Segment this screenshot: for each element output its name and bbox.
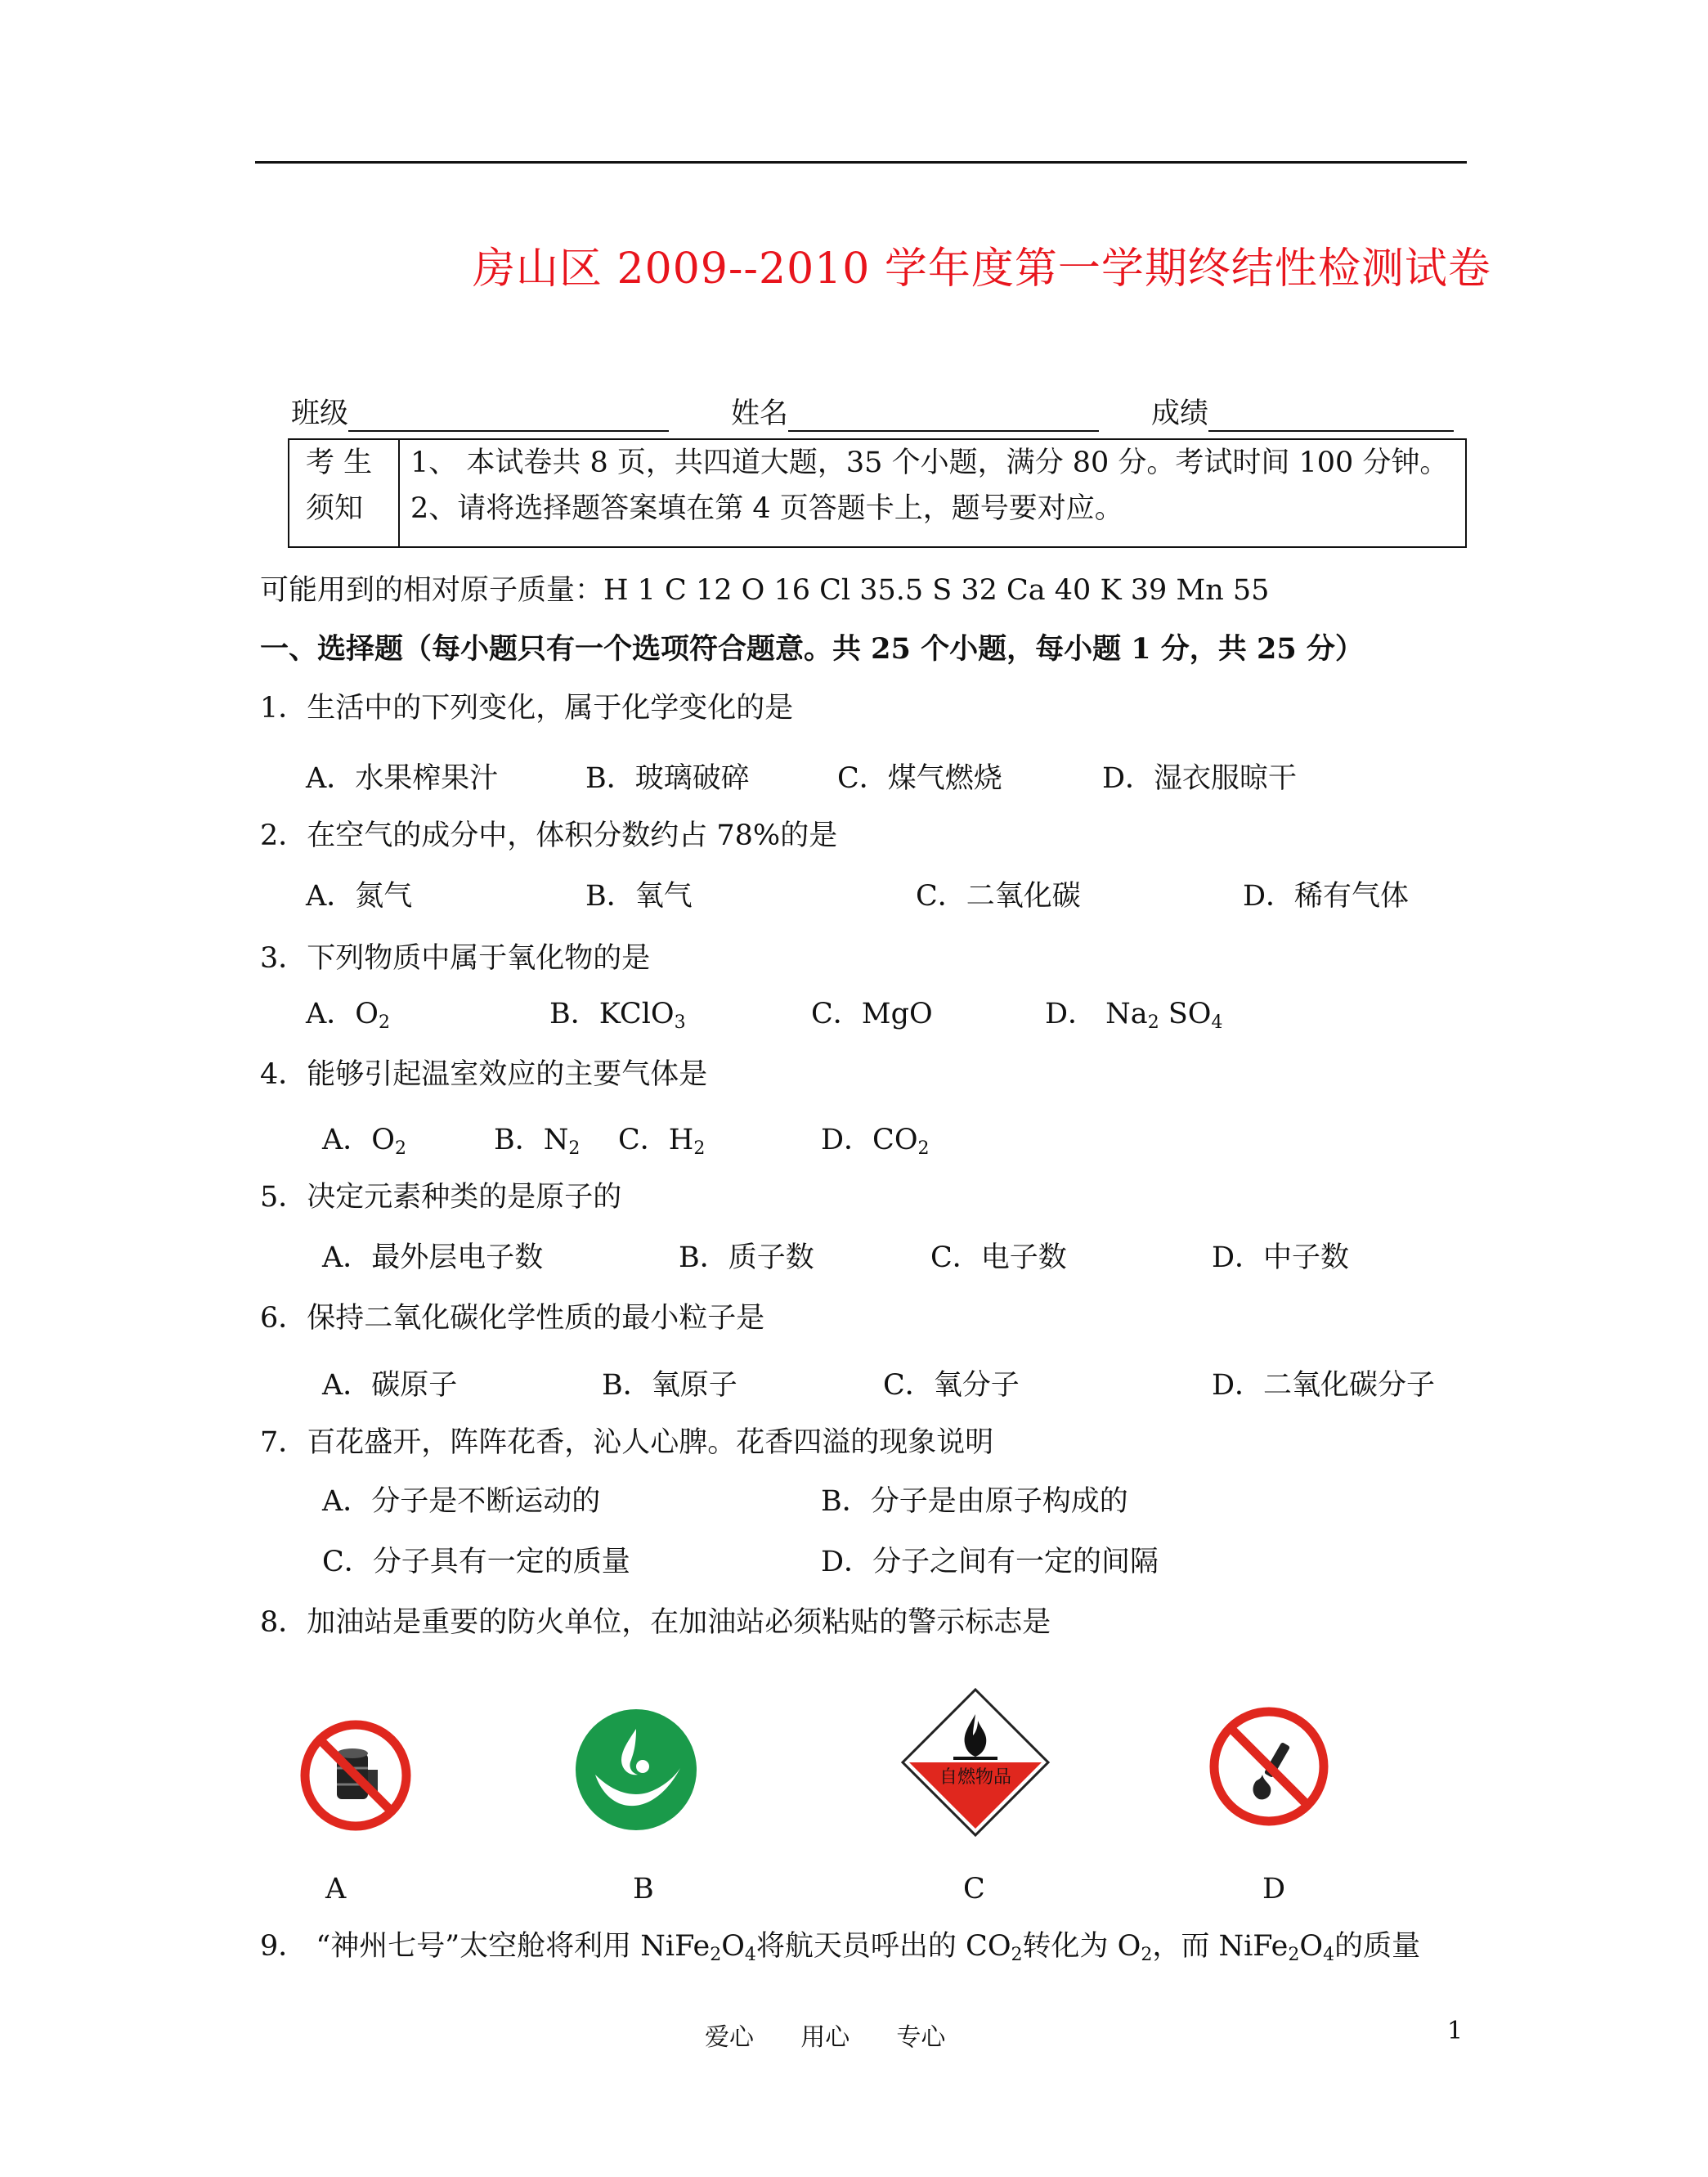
sign-label-b: B [633, 1873, 654, 1905]
q7-option-c: C．分子具有一定的质量 [322, 1546, 630, 1578]
q2-stem: 2．在空气的成分中，体积分数约占 78%的是 [260, 819, 838, 852]
q1-stem: 1．生活中的下列变化，属于化学变化的是 [260, 692, 794, 725]
q1-option-c: C．煤气燃烧 [837, 762, 1002, 795]
notice-item-1: 1、 本试卷共 8 页，共四道大题，35 个小题，满分 80 分。考试时间 100 分钟。 [410, 447, 1449, 479]
class-field [291, 396, 669, 432]
q6-option-a: A．碳原子 [322, 1369, 458, 1402]
q5-option-a: A．最外层电子数 [322, 1241, 544, 1274]
spontaneous-combustion-sign-icon [899, 1686, 1051, 1838]
q8-stem: 8．加油站是重要的防火单位，在加油站必须粘贴的警示标志是 [260, 1606, 1051, 1639]
section-heading: 一、选择题（每小题只有一个选项符合题意。共 25 个小题，每小题 1 分，共 25 分） [260, 632, 1364, 666]
sign-label-c: C [963, 1873, 985, 1905]
name-field [731, 396, 1099, 432]
q6-option-c: C．氧分子 [883, 1369, 1020, 1402]
sign-label-a: A [325, 1873, 347, 1905]
notice-divider [398, 440, 400, 546]
score-label: 成绩 [1151, 397, 1209, 430]
q5-option-c: C．电子数 [930, 1241, 1067, 1274]
q6-option-d: D．二氧化碳分子 [1212, 1369, 1436, 1402]
q6-option-b: B．氧原子 [602, 1369, 737, 1402]
q2-option-c: C．二氧化碳 [916, 880, 1081, 913]
name-label: 姓名 [731, 397, 789, 430]
q9-stem: 9． “神州七号”太空舱将利用 $NiFe_2O_4$将航天员呼出的 $CO_2$转化为 $O_2$，而 $NiFe_2O_4$的质量 [260, 1930, 1421, 1965]
atomic-masses: 可能用到的相对原子质量：H 1 C 12 O 16 Cl 35.5 S 32 Ca 40 K 39 Mn 55 [260, 574, 1270, 607]
q7-option-b: B．分子是由原子构成的 [821, 1485, 1128, 1518]
score-blank [1208, 402, 1454, 432]
q7-option-d: D．分子之间有一定的间隔 [821, 1546, 1159, 1578]
q6-stem: 6．保持二氧化碳化学性质的最小粒子是 [260, 1302, 765, 1335]
notice-item-2: 2、请将选择题答案填在第 4 页答题卡上，题号要对应。 [410, 492, 1123, 525]
water-saving-sign-icon [572, 1706, 700, 1834]
page-number: 1 [1447, 2017, 1464, 2045]
sign-c-text: 自燃物品 [939, 1767, 1012, 1788]
score-field [1151, 396, 1454, 432]
q5-stem: 5．决定元素种类的是原子的 [260, 1181, 622, 1214]
notice-label-line1: 考 生 [306, 447, 373, 479]
notice-label-line2: 须知 [306, 492, 364, 525]
q7-option-a: A．分子是不断运动的 [322, 1485, 601, 1518]
q3-option-b: B．KClO$_3$ [549, 998, 686, 1033]
q3-option-a: A．$O_2$ [306, 998, 390, 1033]
q4-option-a: A．$O_2$ [322, 1124, 406, 1159]
q1-option-d: D．湿衣服晾干 [1102, 762, 1298, 795]
q2-option-a: A．氮气 [306, 880, 413, 913]
q4-option-d: D．$CO_2$ [821, 1124, 930, 1159]
q5-option-b: B．质子数 [679, 1241, 814, 1274]
footer-motto: 爱心 用心 专心 [705, 2023, 946, 2052]
header-rule [255, 161, 1467, 164]
q7-stem: 7．百花盛开，阵阵花香，沁人心脾。花香四溢的现象说明 [260, 1426, 994, 1459]
q3-option-c: C．MgO [811, 998, 933, 1030]
q4-stem: 4．能够引起温室效应的主要气体是 [260, 1058, 708, 1091]
q4-option-b: B．$N_2$ [494, 1124, 581, 1159]
q4-option-c: C．$H_2$ [618, 1124, 706, 1159]
q2-option-d: D．稀有气体 [1243, 880, 1410, 913]
no-oil-drum-sign-icon [299, 1719, 412, 1832]
exam-notice-box [288, 438, 1467, 548]
sign-label-d: D [1262, 1873, 1286, 1905]
q3-stem: 3．下列物质中属于氧化物的是 [260, 942, 651, 975]
page-title: 房山区 2009--2010 学年度第一学期终结性检测试卷 [473, 245, 1491, 294]
q2-option-b: B．氧气 [585, 880, 693, 913]
q3-option-d: D． $Na_2$ $SO_4$ [1045, 998, 1223, 1033]
no-open-flame-sign-icon [1208, 1706, 1329, 1827]
class-blank [348, 402, 669, 432]
name-blank [788, 402, 1099, 432]
q1-option-a: A．水果榨果汁 [306, 762, 499, 795]
q5-option-d: D．中子数 [1212, 1241, 1350, 1274]
class-label: 班级 [291, 397, 349, 430]
q1-option-b: B．玻璃破碎 [585, 762, 750, 795]
